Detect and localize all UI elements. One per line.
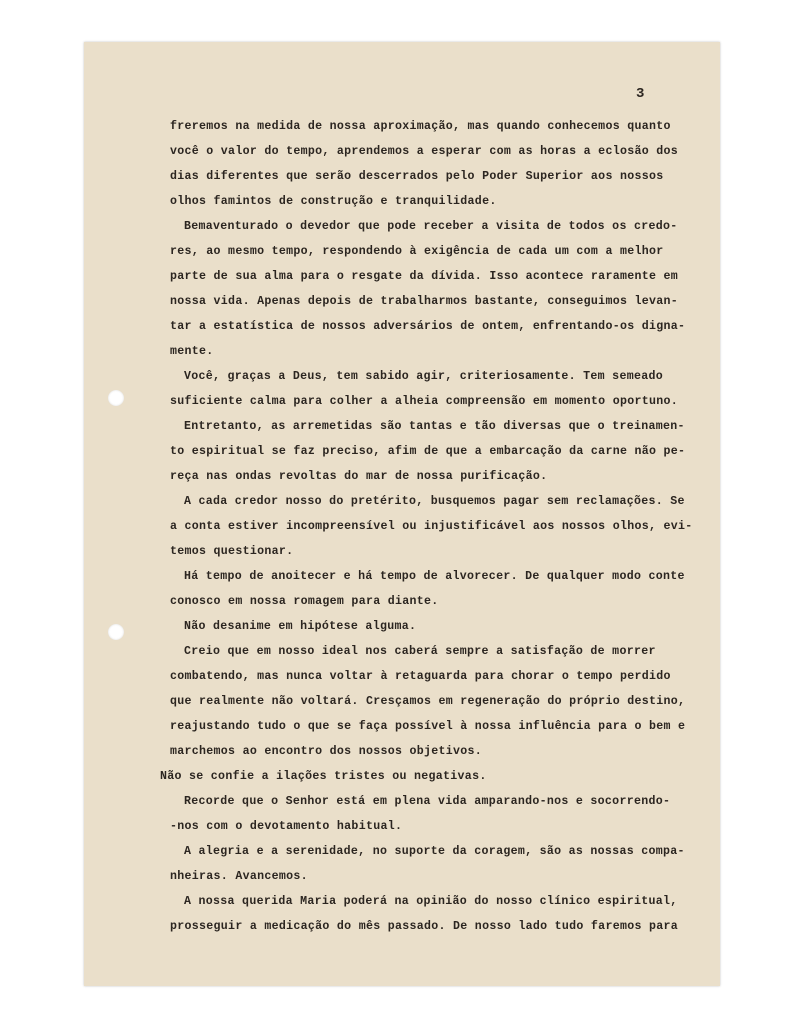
- text-line: nheiras. Avancemos.: [170, 870, 308, 883]
- text-line: você o valor do tempo, aprendemos a esperar com as horas a eclosão dos: [170, 145, 679, 158]
- text-line: A cada credor nosso do pretérito, busquemos pagar sem reclamações. Se: [184, 495, 685, 508]
- text-line: Creio que em nosso ideal nos caberá sempre a satisfação de morrer: [184, 645, 656, 658]
- text-line: marchemos ao encontro dos nossos objetivos.: [170, 745, 483, 758]
- text-line: tar a estatística de nossos adversários de ontem, enfrentando-os digna-: [170, 320, 686, 333]
- text-line: a conta estiver incompreensível ou injustificável aos nossos olhos, evi-: [170, 520, 693, 533]
- text-line: res, ao mesmo tempo, respondendo à exigência de cada um com a melhor: [170, 245, 664, 258]
- punch-hole-lower: [108, 624, 124, 640]
- text-line: reajustando tudo o que se faça possível à nossa influência para o bem e: [170, 720, 686, 733]
- text-line: freremos na medida de nossa aproximação, mas quando conhecemos quanto: [170, 120, 671, 133]
- text-line: to espiritual se faz preciso, afim de que a embarcação da carne não pe-: [170, 445, 686, 458]
- text-line: temos questionar.: [170, 545, 294, 558]
- text-line: Bemaventurado o devedor que pode receber a visita de todos os credo-: [184, 220, 678, 233]
- text-line: suficiente calma para colher a alheia compreensão em momento oportuno.: [170, 395, 679, 408]
- text-line: prosseguir a medicação do mês passado. De nosso lado tudo faremos para: [170, 920, 679, 933]
- text-line: Não se confie a ilações tristes ou negativas.: [160, 770, 487, 783]
- text-line: Recorde que o Senhor está em plena vida amparando-nos e socorrendo-: [184, 795, 671, 808]
- text-line: A nossa querida Maria poderá na opinião do nosso clínico espiritual,: [184, 895, 678, 908]
- text-line: conosco em nossa romagem para diante.: [170, 595, 439, 608]
- punch-hole-upper: [108, 390, 124, 406]
- text-line: Há tempo de anoitecer e há tempo de alvorecer. De qualquer modo conte: [184, 570, 685, 583]
- text-line: Você, graças a Deus, tem sabido agir, criteriosamente. Tem semeado: [184, 370, 663, 383]
- text-line: parte de sua alma para o resgate da dívida. Isso acontece raramente em: [170, 270, 679, 283]
- text-line: A alegria e a serenidade, no suporte da coragem, são as nossas compa-: [184, 845, 685, 858]
- text-line: combatendo, mas nunca voltar à retaguarda para chorar o tempo perdido: [170, 670, 671, 683]
- text-line: reça nas ondas revoltas do mar de nossa purificação.: [170, 470, 548, 483]
- text-line: nossa vida. Apenas depois de trabalharmos bastante, conseguimos levan-: [170, 295, 679, 308]
- text-line: -nos com o devotamento habitual.: [170, 820, 403, 833]
- typed-letter-page: [84, 42, 720, 986]
- text-line: Entretanto, as arremetidas são tantas e tão diversas que o treinamen-: [184, 420, 685, 433]
- text-line: dias diferentes que serão descerrados pelo Poder Superior aos nossos: [170, 170, 664, 183]
- text-line: olhos famintos de construção e tranquilidade.: [170, 195, 497, 208]
- page-number: 3: [636, 86, 645, 102]
- text-line: Não desanime em hipótese alguma.: [184, 620, 417, 633]
- text-line: mente.: [170, 345, 214, 358]
- text-line: que realmente não voltará. Cresçamos em regeneração do próprio destino,: [170, 695, 686, 708]
